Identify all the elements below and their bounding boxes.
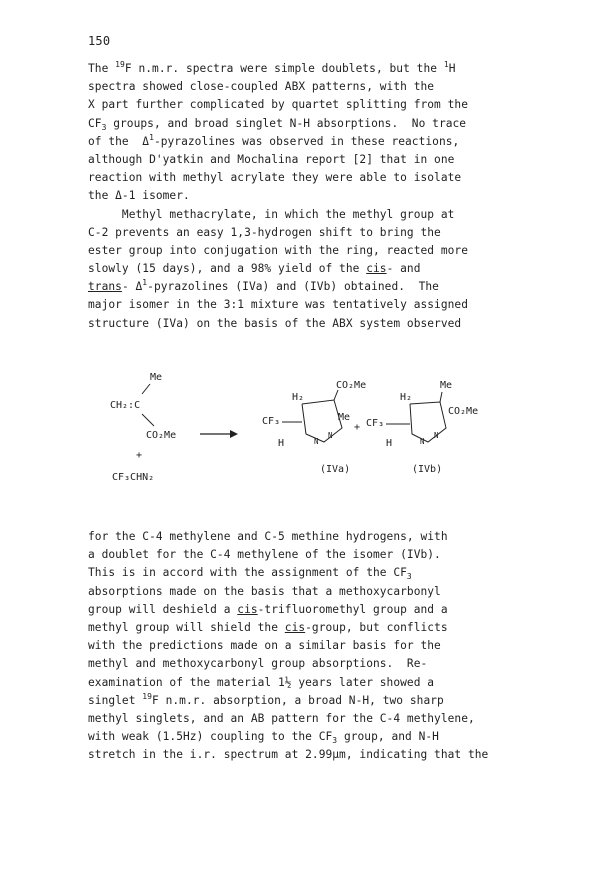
text-line bbox=[88, 260, 508, 278]
ivb-h-label: H bbox=[386, 438, 393, 449]
text-line bbox=[88, 296, 508, 314]
text-line bbox=[88, 546, 508, 564]
text-line bbox=[88, 224, 508, 242]
text-run: - and bbox=[386, 262, 421, 276]
text-line bbox=[88, 564, 508, 582]
ivb-h2-label: H₂ bbox=[400, 392, 413, 403]
text-run: although D'yatkin and Mochalina report [2] that in one bbox=[88, 152, 455, 166]
text-run: stretch in the i.r. spectrum at 2.99µm, indicating that the bbox=[88, 748, 489, 762]
text-run: -trifluoromethyl group and a bbox=[257, 602, 448, 616]
ivb-cf3-label: CF₃ bbox=[366, 418, 385, 429]
iva-h-label: H bbox=[278, 438, 285, 449]
text-run: methyl singlets, and an AB pattern for the C-4 methylene, bbox=[88, 711, 475, 725]
text-line bbox=[88, 637, 508, 655]
text-run: group, and N-H bbox=[337, 730, 439, 744]
text-line bbox=[88, 169, 508, 187]
ivb-n1-label: N bbox=[420, 437, 425, 446]
reactant-co2me-label: CO₂Me bbox=[146, 430, 177, 441]
text-run: -group, but conflicts bbox=[305, 620, 448, 634]
text-run: C-2 prevents an easy 1,3-hydrogen shift to bring the bbox=[88, 225, 441, 239]
text-run: H bbox=[448, 62, 456, 75]
chemical-scheme bbox=[110, 362, 490, 497]
text-line bbox=[88, 746, 508, 764]
text-run: methyl group will shield the bbox=[88, 620, 285, 634]
text-line bbox=[88, 655, 508, 673]
reactant-ch2c-label: CH₂:C bbox=[110, 400, 141, 411]
text-run: absorptions made on the basis that a methoxycarbonyl bbox=[88, 584, 441, 598]
ivb-co2me-label: CO₂Me bbox=[448, 406, 479, 417]
subscript: 3 bbox=[406, 572, 412, 582]
text-line bbox=[88, 728, 508, 746]
reactant-cf3chn2-label: CF₃CHN₂ bbox=[112, 472, 155, 483]
text-run: -pyrazolines was observed in these reactions, bbox=[153, 134, 460, 148]
text-run: -pyrazolines (IVa) and (IVb) obtained. The bbox=[147, 280, 439, 294]
superscript: 19 bbox=[115, 60, 125, 69]
text-run: Methyl methacrylate, in which the methyl group at bbox=[88, 207, 455, 221]
text-run: a doublet for the C-4 methylene of the isomer (IVb). bbox=[88, 548, 441, 562]
arrow-head-icon bbox=[230, 430, 238, 438]
bond bbox=[440, 392, 442, 402]
text-line bbox=[88, 96, 508, 114]
text-run: group will deshield a bbox=[88, 602, 238, 616]
text-line bbox=[88, 206, 508, 224]
superscript: 1 bbox=[443, 60, 449, 69]
subscript: 3 bbox=[332, 736, 338, 746]
iva-co2me-label: CO₂Me bbox=[336, 380, 367, 391]
text-run: methyl and methoxycarbonyl group absorptions. Re- bbox=[88, 657, 428, 671]
text-line bbox=[88, 315, 508, 333]
text-run: reaction with methyl acrylate they were able to isolate bbox=[88, 171, 462, 185]
bond bbox=[142, 414, 154, 426]
text-run: The bbox=[88, 62, 116, 75]
iva-me-label: Me bbox=[338, 412, 351, 423]
reactant-plus: + bbox=[136, 450, 143, 461]
subscript: 3 bbox=[101, 122, 107, 132]
ivb-n2-label: N bbox=[434, 431, 439, 440]
iva-compound-label: (IVa) bbox=[320, 464, 351, 475]
bond bbox=[142, 384, 150, 394]
ivb-me-label: Me bbox=[440, 380, 453, 391]
text-line bbox=[88, 674, 508, 692]
text-line bbox=[88, 710, 508, 728]
text-line bbox=[88, 187, 508, 205]
superscript: 19 bbox=[142, 691, 153, 701]
text-run: with weak (1.5Hz) coupling to the CF bbox=[88, 730, 333, 744]
underlined-term: trans bbox=[88, 280, 122, 294]
text-run: F n.m.r. spectra were simple doublets, but the bbox=[124, 62, 444, 75]
text-run: groups, and broad singlet N-H absorptions. No trace bbox=[106, 116, 467, 130]
text-line bbox=[88, 115, 508, 133]
text-line bbox=[88, 528, 508, 546]
reactant-me-label: Me bbox=[150, 372, 163, 383]
underlined-term: cis bbox=[284, 620, 306, 634]
text-line bbox=[88, 78, 508, 96]
text-run: with the predictions made on a similar basis for the bbox=[88, 639, 441, 653]
text-line bbox=[88, 601, 508, 619]
underlined-term: cis bbox=[366, 262, 387, 276]
underlined-term: cis bbox=[237, 602, 258, 616]
scheme-svg bbox=[110, 362, 490, 497]
bond bbox=[334, 390, 338, 400]
text-run: This is in accord with the assignment of the CF bbox=[88, 566, 407, 580]
ivb-ring bbox=[410, 402, 446, 442]
product-plus: + bbox=[354, 422, 361, 433]
text-run: examination of the material 1½ years later showed a bbox=[88, 675, 435, 689]
text-run: slowly (15 days), and a 98% yield of the bbox=[88, 262, 367, 276]
text-run: of the Δ bbox=[88, 134, 150, 148]
text-line bbox=[88, 242, 508, 260]
paragraph-1 bbox=[88, 60, 508, 333]
text-line bbox=[88, 583, 508, 601]
text-run: major isomer in the 3:1 mixture was tentatively assigned bbox=[88, 298, 468, 312]
text-line bbox=[88, 692, 508, 710]
text-run: singlet bbox=[88, 693, 143, 707]
iva-h2-label: H₂ bbox=[292, 392, 305, 403]
superscript: 1 bbox=[142, 278, 148, 288]
text-run: F n.m.r. absorption, a broad N-H, two sharp bbox=[152, 693, 444, 707]
text-run: structure (IVa) on the basis of the ABX system observed bbox=[88, 316, 462, 330]
text-run: X part further complicated by quartet splitting from the bbox=[88, 98, 468, 112]
text-line bbox=[88, 278, 508, 296]
text-run: the Δ-1 isomer. bbox=[88, 189, 190, 203]
text-line bbox=[88, 133, 508, 151]
iva-ring bbox=[302, 400, 342, 442]
iva-n1-label: N bbox=[314, 437, 319, 446]
text-run: for the C-4 methylene and C-5 methine hydrogens, with bbox=[88, 530, 448, 543]
iva-n2-label: N bbox=[328, 431, 333, 440]
text-line bbox=[88, 60, 508, 78]
text-run: spectra showed close-coupled ABX patterns, with the bbox=[88, 80, 435, 94]
text-line bbox=[88, 151, 508, 169]
superscript: 1 bbox=[149, 132, 154, 142]
iva-cf3-label: CF₃ bbox=[262, 416, 281, 427]
text-line bbox=[88, 619, 508, 637]
ivb-compound-label: (IVb) bbox=[412, 464, 443, 475]
paragraph-2 bbox=[88, 528, 508, 764]
text-run: ester group into conjugation with the ring, reacted more bbox=[88, 243, 468, 257]
text-run: CF bbox=[88, 116, 102, 130]
text-run: - Δ bbox=[121, 280, 143, 294]
page-number: 150 bbox=[88, 34, 111, 48]
